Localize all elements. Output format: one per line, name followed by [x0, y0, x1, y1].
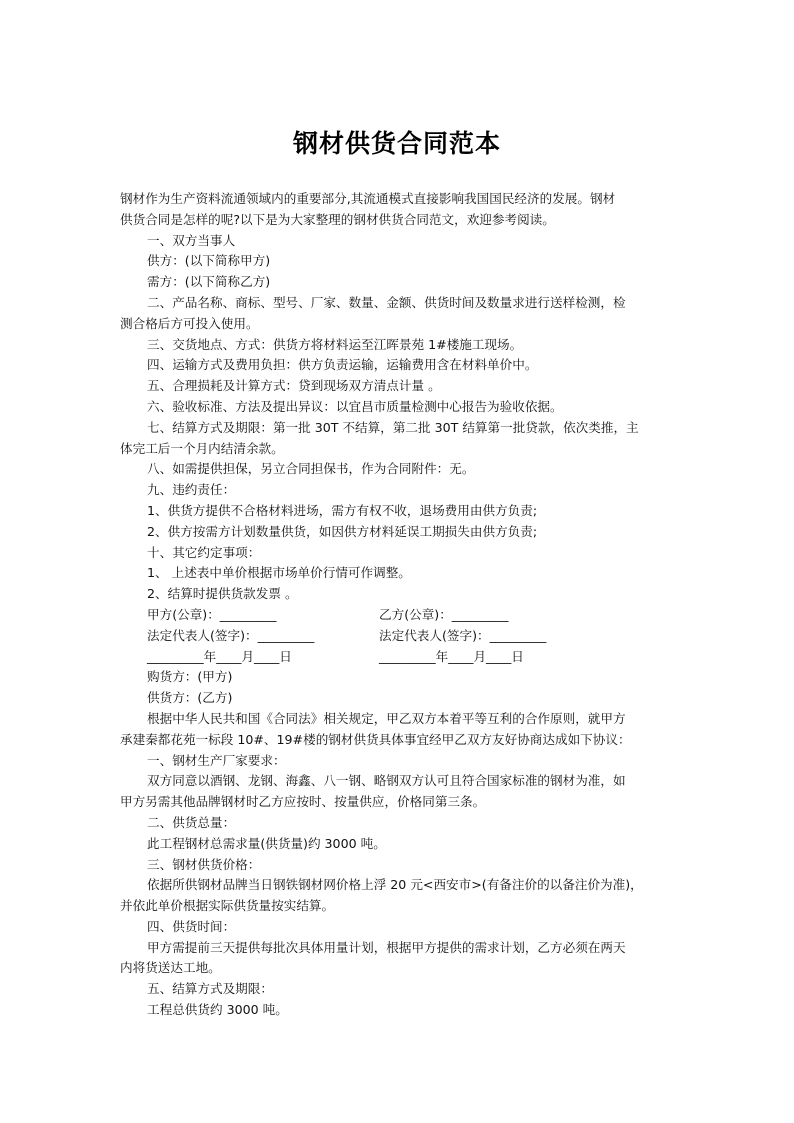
paragraph-line: 承建秦都花苑一标段 10#、19#楼的钢材供货具体事宜经甲乙双方友好协商达成如下协议： — [120, 731, 631, 747]
paragraph-line: 1、供货方提供不合格材料进场，需方有权不收，退场费用由供方负责; — [147, 502, 538, 518]
paragraph-line: 双方同意以酒钢、龙钢、海鑫、八一钢、略钢双方认可且符合国家标准的钢材为准，如 — [147, 773, 626, 789]
party-a-representative: 法定代表人(签字)：_________ — [147, 627, 315, 643]
paragraph-line: 六、验收标准、方法及提出异议：以宜昌市质量检测中心报告为验收依据。 — [147, 398, 563, 414]
paragraph-line: 供货方：(乙方) — [147, 690, 233, 706]
signature-row — [120, 605, 680, 626]
paragraph-line: 工程总供货约 3000 吨。 — [147, 1002, 288, 1018]
section-heading: 五、结算方式及期限： — [147, 981, 273, 997]
paragraph-line: 供方：(以下简称甲方) — [147, 253, 271, 269]
section-heading: 四、供货时间： — [147, 918, 236, 934]
party-a-seal: 甲方(公章)：_________ — [147, 606, 277, 622]
document-body — [120, 189, 680, 1021]
paragraph-line: 测合格后方可投入使用。 — [120, 315, 259, 331]
party-b-representative: 法定代表人(签字)：_________ — [379, 627, 547, 643]
paragraph-line: 购货方：(甲方) — [147, 669, 233, 685]
party-b-date: _________年____月____日 — [379, 648, 524, 664]
section-heading: 九、违约责任： — [147, 482, 236, 498]
paragraph-line: 并依此单价根据实际供货量按实结算。 — [120, 898, 335, 914]
section-heading: 十、其它约定事项： — [147, 544, 261, 560]
paragraph-line: 内将货送达工地。 — [120, 960, 221, 976]
paragraph-line: 2、供方按需方计划数量供货，如因供方材料延误工期损失由供方负责; — [147, 523, 538, 539]
paragraph-line: 需方：(以下简称乙方) — [147, 274, 271, 290]
paragraph-line: 根据中华人民共和国《合同法》相关规定，甲乙双方本着平等互利的合作原则，就甲方 — [147, 710, 626, 726]
paragraph-line: 1、 上述表中单价根据市场单价行情可作调整。 — [147, 565, 411, 581]
paragraph-line: 七、结算方式及期限：第一批 30T 不结算，第二批 30T 结算第一批贷款，依次类推，主 — [147, 419, 639, 435]
paragraph-line: 三、交货地点、方式：供货方将材料运至江晖景苑 1#楼施工现场。 — [147, 336, 523, 352]
paragraph-line: 八、如需提供担保，另立合同担保书，作为合同附件：无。 — [147, 461, 475, 477]
intro-line: 供货合同是怎样的呢?以下是为大家整理的钢材供货合同范文，欢迎参考阅读。 — [120, 211, 555, 227]
section-heading: 一、钢材生产厂家要求： — [147, 752, 286, 768]
signature-row — [120, 647, 680, 668]
signature-row — [120, 626, 680, 647]
paragraph-line: 此工程钢材总需求量(供货量)约 3000 吨。 — [147, 835, 386, 851]
intro-line: 钢材作为生产资料流通领域内的重要部分,其流通模式直接影响我国国民经济的发展。钢材 — [120, 191, 616, 206]
section-heading: 二、供货总量： — [147, 814, 236, 830]
paragraph-line: 甲方另需其他品牌钢材时乙方应按时、按量供应，价格同第三条。 — [120, 794, 486, 810]
paragraph-line: 五、合理损耗及计算方式：贷到现场双方清点计量 。 — [147, 378, 441, 394]
paragraph-line: 四、运输方式及费用负担：供方负责运输，运输费用含在材料单价中。 — [147, 357, 538, 373]
section-heading: 一、双方当事人 — [147, 232, 236, 248]
paragraph-line: 二、产品名称、商标、型号、厂家、数量、金额、供货时间及数量求进行送样检测，检 — [147, 294, 626, 310]
section-heading: 三、钢材供货价格： — [147, 856, 261, 872]
document-title: 钢材供货合同范本 — [292, 129, 501, 158]
paragraph-line: 甲方需提前三天提供每批次具体用量计划，根据甲方提供的需求计划，乙方必须在两天 — [147, 939, 626, 955]
party-a-date: _________年____月____日 — [147, 648, 292, 664]
party-b-seal: 乙方(公章)：_________ — [379, 606, 509, 622]
paragraph-line: 依据所供钢材品牌当日钢铁钢材网价格上浮 20 元<西安市>(有备注价的以备注价为准)， — [147, 877, 643, 893]
paragraph-line: 体完工后一个月内结清余款。 — [120, 440, 284, 456]
paragraph-line: 2、结算时提供货款发票 。 — [147, 586, 298, 602]
